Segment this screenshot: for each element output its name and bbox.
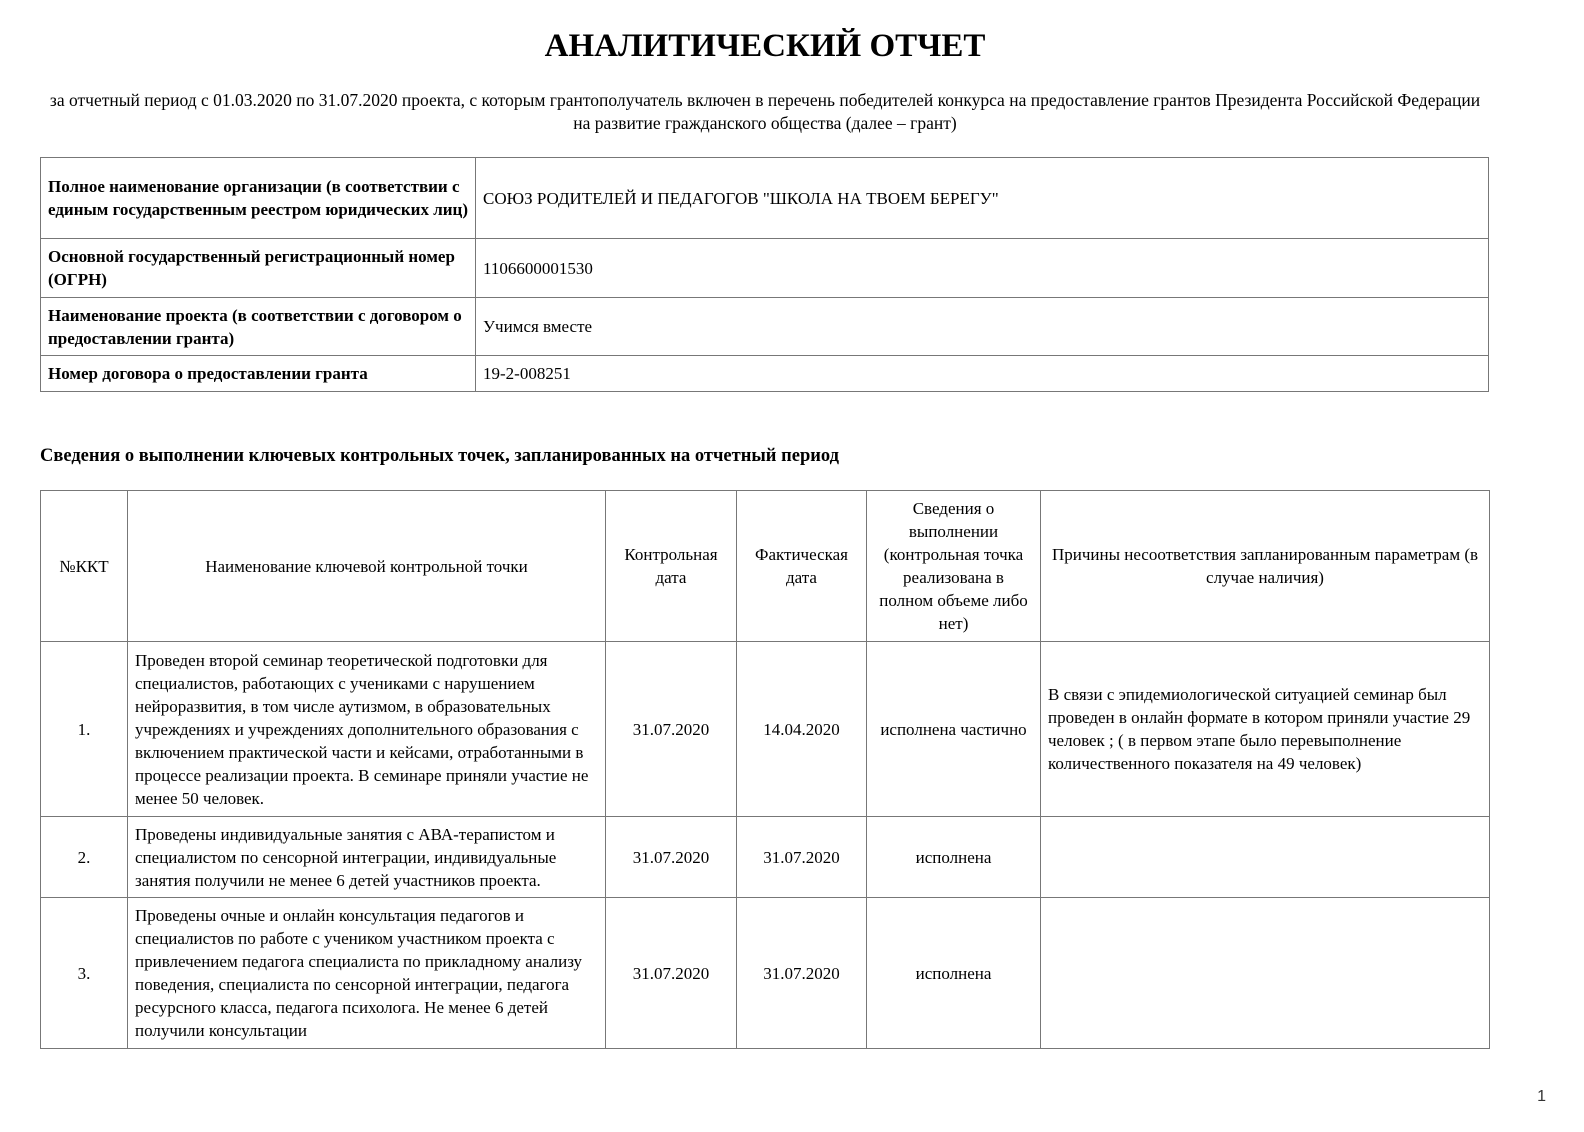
info-row bbox=[41, 239, 1489, 298]
row-reason: В связи с эпидемиологической ситуацией семинар был проведен в онлайн формате в котором приняли участие 29 человек ; ( в первом этапе было перевыполнение количественного показателя на 49 человек) bbox=[1041, 642, 1490, 817]
row-actual-date: 14.04.2020 bbox=[737, 642, 867, 817]
organization-info-table bbox=[40, 157, 1489, 392]
row-control-date: 31.07.2020 bbox=[606, 898, 737, 1049]
row-num: 2. bbox=[41, 817, 128, 898]
row-name: Проведены очные и онлайн консультация педагогов и специалистов по работе с учеником участником проекта с привлечением педагога специалиста по прикладному анализу поведения, специалиста по сенсорной интеграции, педагога ресурсного класса, педагога психолога. Не менее 6 детей получили консультации bbox=[128, 898, 606, 1049]
info-value: 1106600001530 bbox=[476, 239, 1489, 298]
row-reason bbox=[1041, 817, 1490, 898]
header-reason: Причины несоответствия запланированным параметрам (в случае наличия) bbox=[1041, 491, 1490, 642]
info-row bbox=[41, 356, 1489, 392]
header-actual-date: Фактическая дата bbox=[737, 491, 867, 642]
row-control-date: 31.07.2020 bbox=[606, 817, 737, 898]
row-reason bbox=[1041, 898, 1490, 1049]
table-row bbox=[41, 642, 1490, 817]
row-num: 3. bbox=[41, 898, 128, 1049]
info-label: Наименование проекта (в соответствии с договором о предоставлении гранта) bbox=[41, 298, 476, 356]
header-name: Наименование ключевой контрольной точки bbox=[128, 491, 606, 642]
header-status: Сведения о выполнении (контрольная точка реализована в полном объеме либо нет) bbox=[867, 491, 1041, 642]
table-row bbox=[41, 898, 1490, 1049]
row-name: Проведен второй семинар теоретической подготовки для специалистов, работающих с учениками с нарушением нейроразвития, в том числе аутизмом, в образовательных учреждениях и учреждениях дополнительного образования с включением практической части и кейсами, отработанными в процессе реализации проекта. В семинаре приняли участие не менее 50 человек. bbox=[128, 642, 606, 817]
info-row bbox=[41, 298, 1489, 356]
row-status: исполнена частично bbox=[867, 642, 1041, 817]
row-status: исполнена bbox=[867, 898, 1041, 1049]
document-subtitle: за отчетный период с 01.03.2020 по 31.07.2020 проекта, с которым грантополучатель включен в перечень победителей конкурса на предоставление грантов Президента Российской Федерации на развитие гражданского общества (далее – грант) bbox=[49, 90, 1481, 133]
section-title: Сведения о выполнении ключевых контрольных точек, запланированных на отчетный период bbox=[40, 446, 839, 466]
info-value: СОЮЗ РОДИТЕЛЕЙ И ПЕДАГОГОВ "ШКОЛА НА ТВОЕМ БЕРЕГУ" bbox=[476, 158, 1489, 239]
row-status: исполнена bbox=[867, 817, 1041, 898]
info-row bbox=[41, 158, 1489, 239]
page-number: 1 bbox=[1537, 1088, 1546, 1105]
row-control-date: 31.07.2020 bbox=[606, 642, 737, 817]
info-value: Учимся вместе bbox=[476, 298, 1489, 356]
table-header-row bbox=[41, 491, 1490, 642]
checkpoints-table bbox=[40, 490, 1490, 1049]
info-label: Основной государственный регистрационный номер (ОГРН) bbox=[41, 239, 476, 298]
info-label: Номер договора о предоставлении гранта bbox=[41, 356, 476, 392]
document-title: АНАЛИТИЧЕСКИЙ ОТЧЕТ bbox=[544, 28, 986, 64]
info-label: Полное наименование организации (в соответствии с единым государственным реестром юридических лиц) bbox=[41, 158, 476, 239]
row-actual-date: 31.07.2020 bbox=[737, 898, 867, 1049]
info-value: 19-2-008251 bbox=[476, 356, 1489, 392]
header-control-date: Контрольная дата bbox=[606, 491, 737, 642]
table-row bbox=[41, 817, 1490, 898]
header-num: №ККТ bbox=[41, 491, 128, 642]
row-actual-date: 31.07.2020 bbox=[737, 817, 867, 898]
row-num: 1. bbox=[41, 642, 128, 817]
row-name: Проведены индивидуальные занятия с АВА-терапистом и специалистом по сенсорной интеграции, индивидуальные занятия получили не менее 6 детей участников проекта. bbox=[128, 817, 606, 898]
